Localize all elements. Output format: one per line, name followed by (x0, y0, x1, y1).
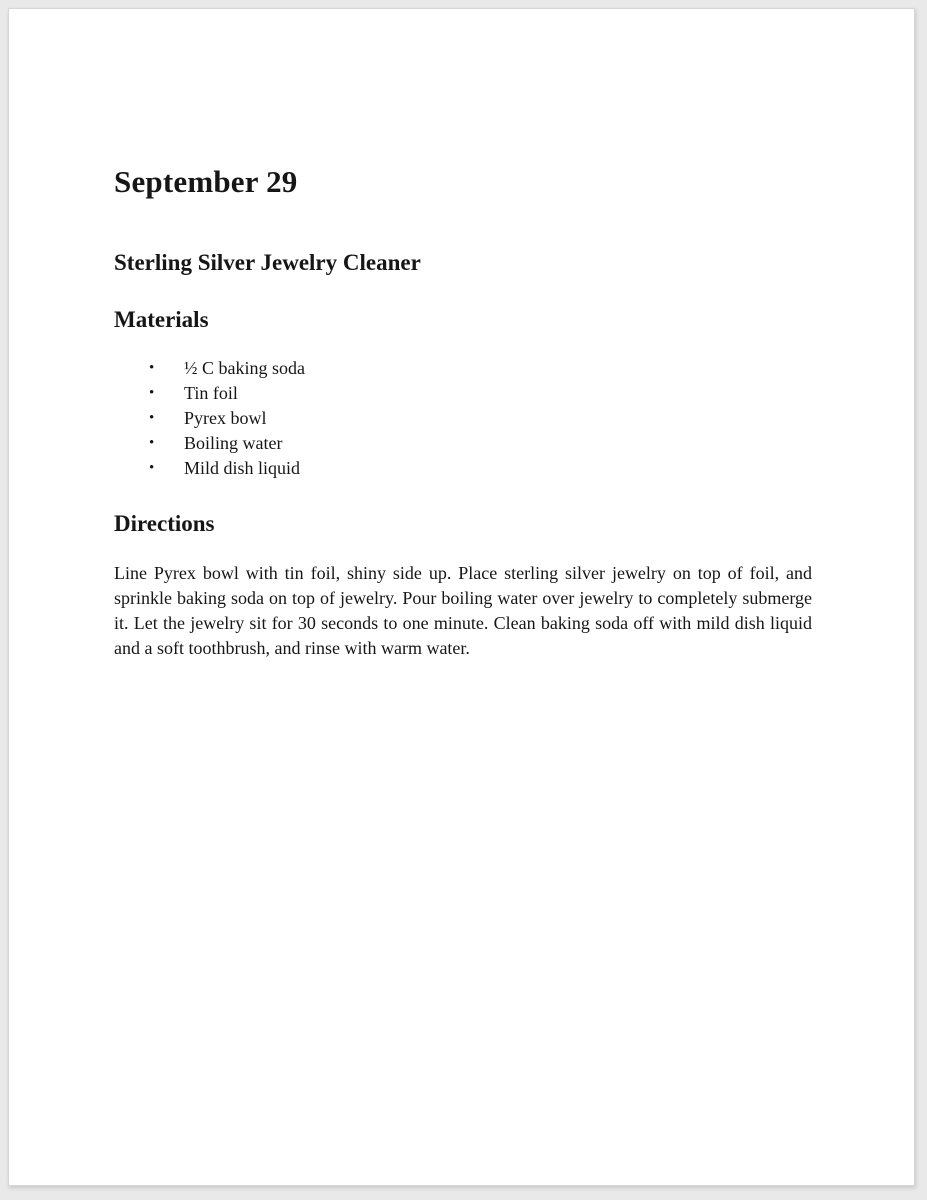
list-item (149, 406, 812, 431)
materials-list (149, 356, 812, 481)
bullet-icon: • (149, 385, 155, 401)
bullet-icon: • (149, 410, 155, 426)
list-item-text: Boiling water (184, 433, 283, 453)
materials-heading: Materials (114, 307, 209, 332)
list-item (149, 356, 812, 381)
document-title: September 29 (114, 164, 298, 199)
page-content (9, 164, 914, 661)
list-item (149, 431, 812, 456)
document-page (8, 8, 915, 1186)
list-item (149, 456, 812, 481)
list-item-text: Tin foil (184, 383, 238, 403)
bullet-icon: • (149, 460, 155, 476)
recipe-title: Sterling Silver Jewelry Cleaner (114, 250, 421, 275)
bullet-icon: • (149, 435, 155, 451)
list-item-text: Pyrex bowl (184, 408, 267, 428)
list-item-text: Mild dish liquid (184, 458, 301, 478)
list-item-text: ½ C baking soda (184, 358, 305, 378)
directions-heading: Directions (114, 511, 215, 536)
list-item (149, 381, 812, 406)
bullet-icon: • (149, 360, 155, 376)
directions-paragraph: Line Pyrex bowl with tin foil, shiny side up. Place sterling silver jewelry on top of foil, and sprinkle baking soda on top of jewelry. Pour boiling water over jewelry to completely submerge it. Let the jewelry sit for 30 seconds to one minute. Clean baking soda off with mild dish liquid and a soft toothbrush, and rinse with warm water. (114, 563, 812, 658)
